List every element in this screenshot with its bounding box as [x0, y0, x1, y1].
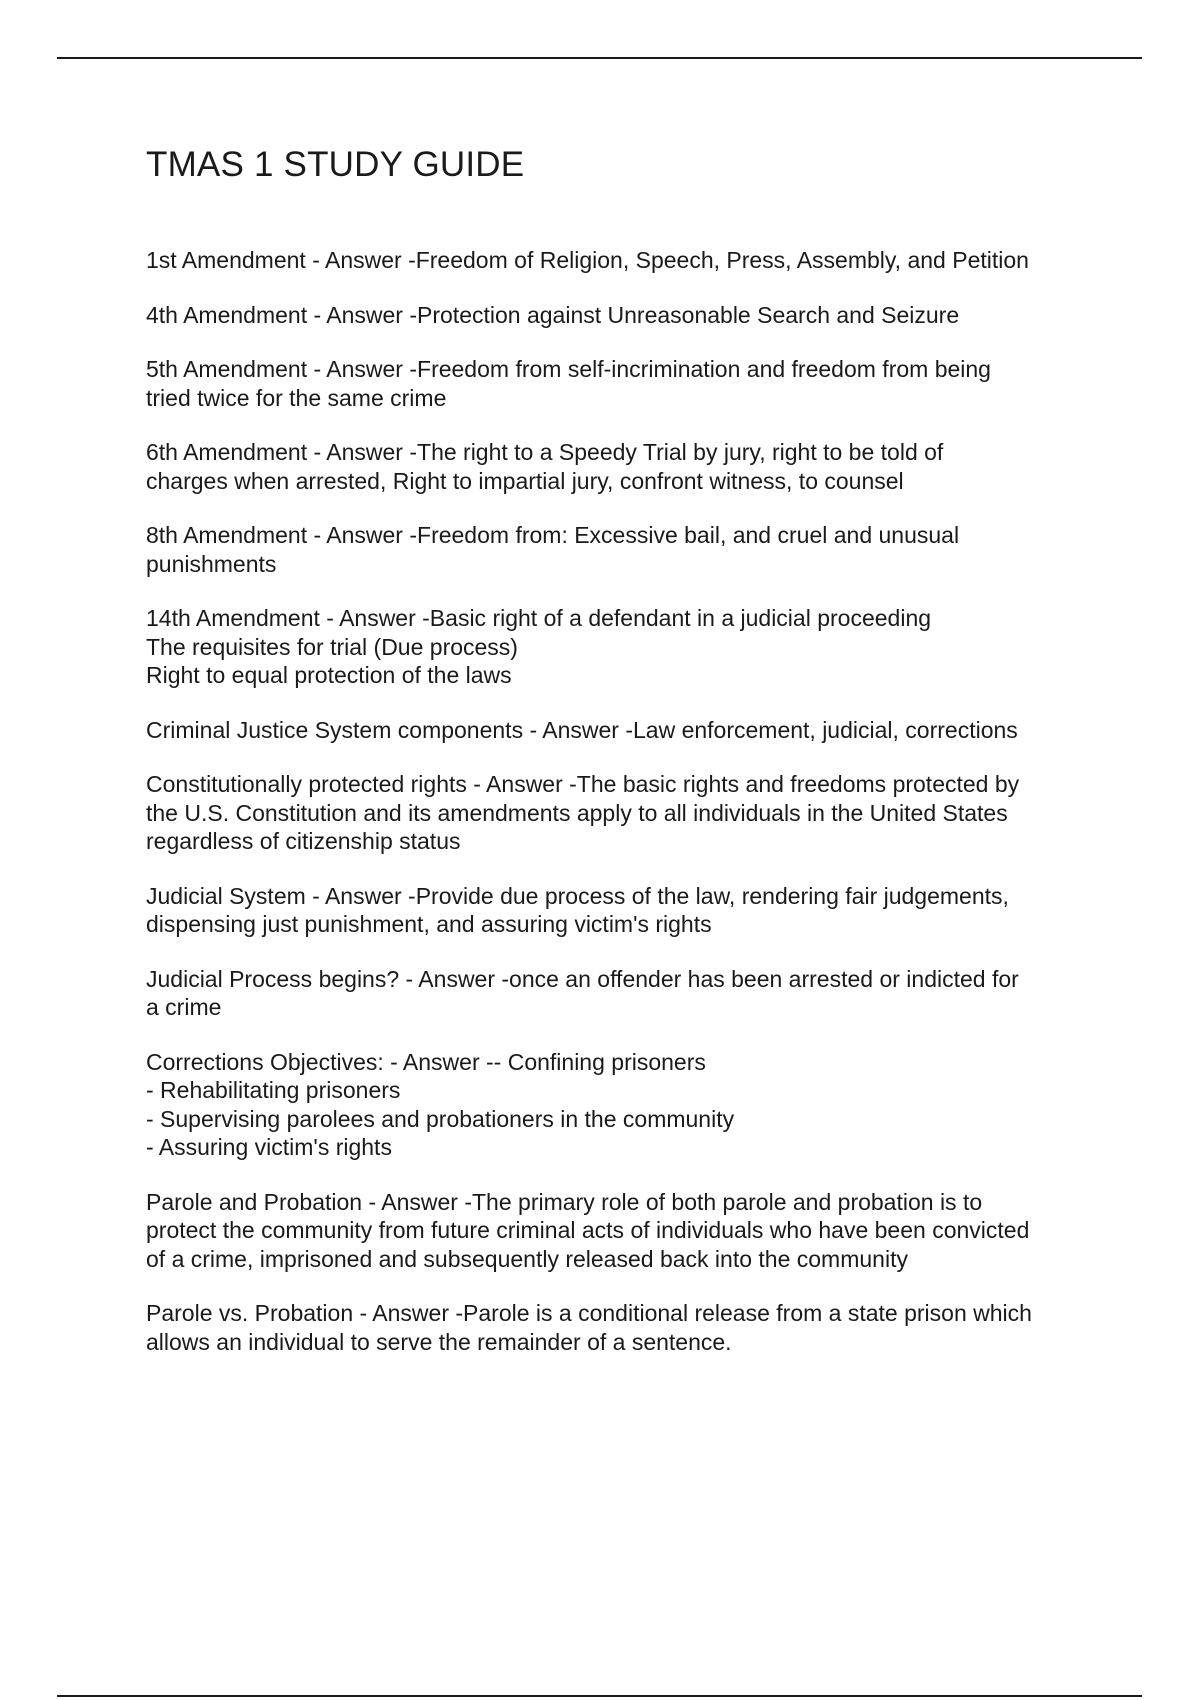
- entry-4th-amendment: 4th Amendment - Answer -Protection against Unreasonable Search and Seizure: [146, 301, 960, 328]
- entry-judicial-system: Judicial System - Answer -Provide due process of the law, rendering fair judgements, dispensing just punishment, and assuring victim's rights: [146, 882, 1009, 937]
- entry-14th-amendment: 14th Amendment - Answer -Basic right of a defendant in a judicial proceeding The requisites for trial (Due process) Right to equal protection of the laws: [146, 605, 932, 688]
- entry-corrections-objectives: Corrections Objectives: - Answer -- Confining prisoners - Rehabilitating prisoners - Supervising parolees and probationers in the community - Assuring victim's rights: [146, 1048, 735, 1160]
- top-divider: [57, 57, 1142, 59]
- entry-5th-amendment: 5th Amendment - Answer -Freedom from self-incrimination and freedom from being tried twice for the same crime: [146, 356, 991, 411]
- entry-8th-amendment: 8th Amendment - Answer -Freedom from: Excessive bail, and cruel and unusual punishments: [146, 522, 960, 577]
- entry-parole-and-probation: Parole and Probation - Answer -The primary role of both parole and probation is to protect the community from future criminal acts of individuals who have been convicted of a crime, imprisoned and subsequently released back into the community: [146, 1188, 1030, 1272]
- entry-judicial-process: Judicial Process begins? - Answer -once an offender has been arrested or indicted for a crime: [146, 965, 1019, 1020]
- bottom-divider: [57, 1695, 1142, 1697]
- entry-1st-amendment: 1st Amendment - Answer -Freedom of Religion, Speech, Press, Assembly, and Petition: [146, 247, 1029, 273]
- document-title: TMAS 1 STUDY GUIDE: [146, 145, 525, 184]
- entry-parole-vs-probation: Parole vs. Probation - Answer -Parole is a conditional release from a state prison which allows an individual to serve the remainder of a sentence.: [146, 1300, 1032, 1355]
- document-page: [146, 140, 1106, 1382]
- entry-cjs-components: Criminal Justice System components - Answer -Law enforcement, judicial, corrections: [146, 716, 1018, 743]
- entry-6th-amendment: 6th Amendment - Answer -The right to a Speedy Trial by jury, right to be told of charges when arrested, Right to impartial jury, confront witness, to counsel: [146, 439, 944, 494]
- entry-constitutional-rights: Constitutionally protected rights - Answer -The basic rights and freedoms protected by the U.S. Constitution and its amendments apply to all individuals in the United States regardless of citizenship status: [146, 771, 1020, 854]
